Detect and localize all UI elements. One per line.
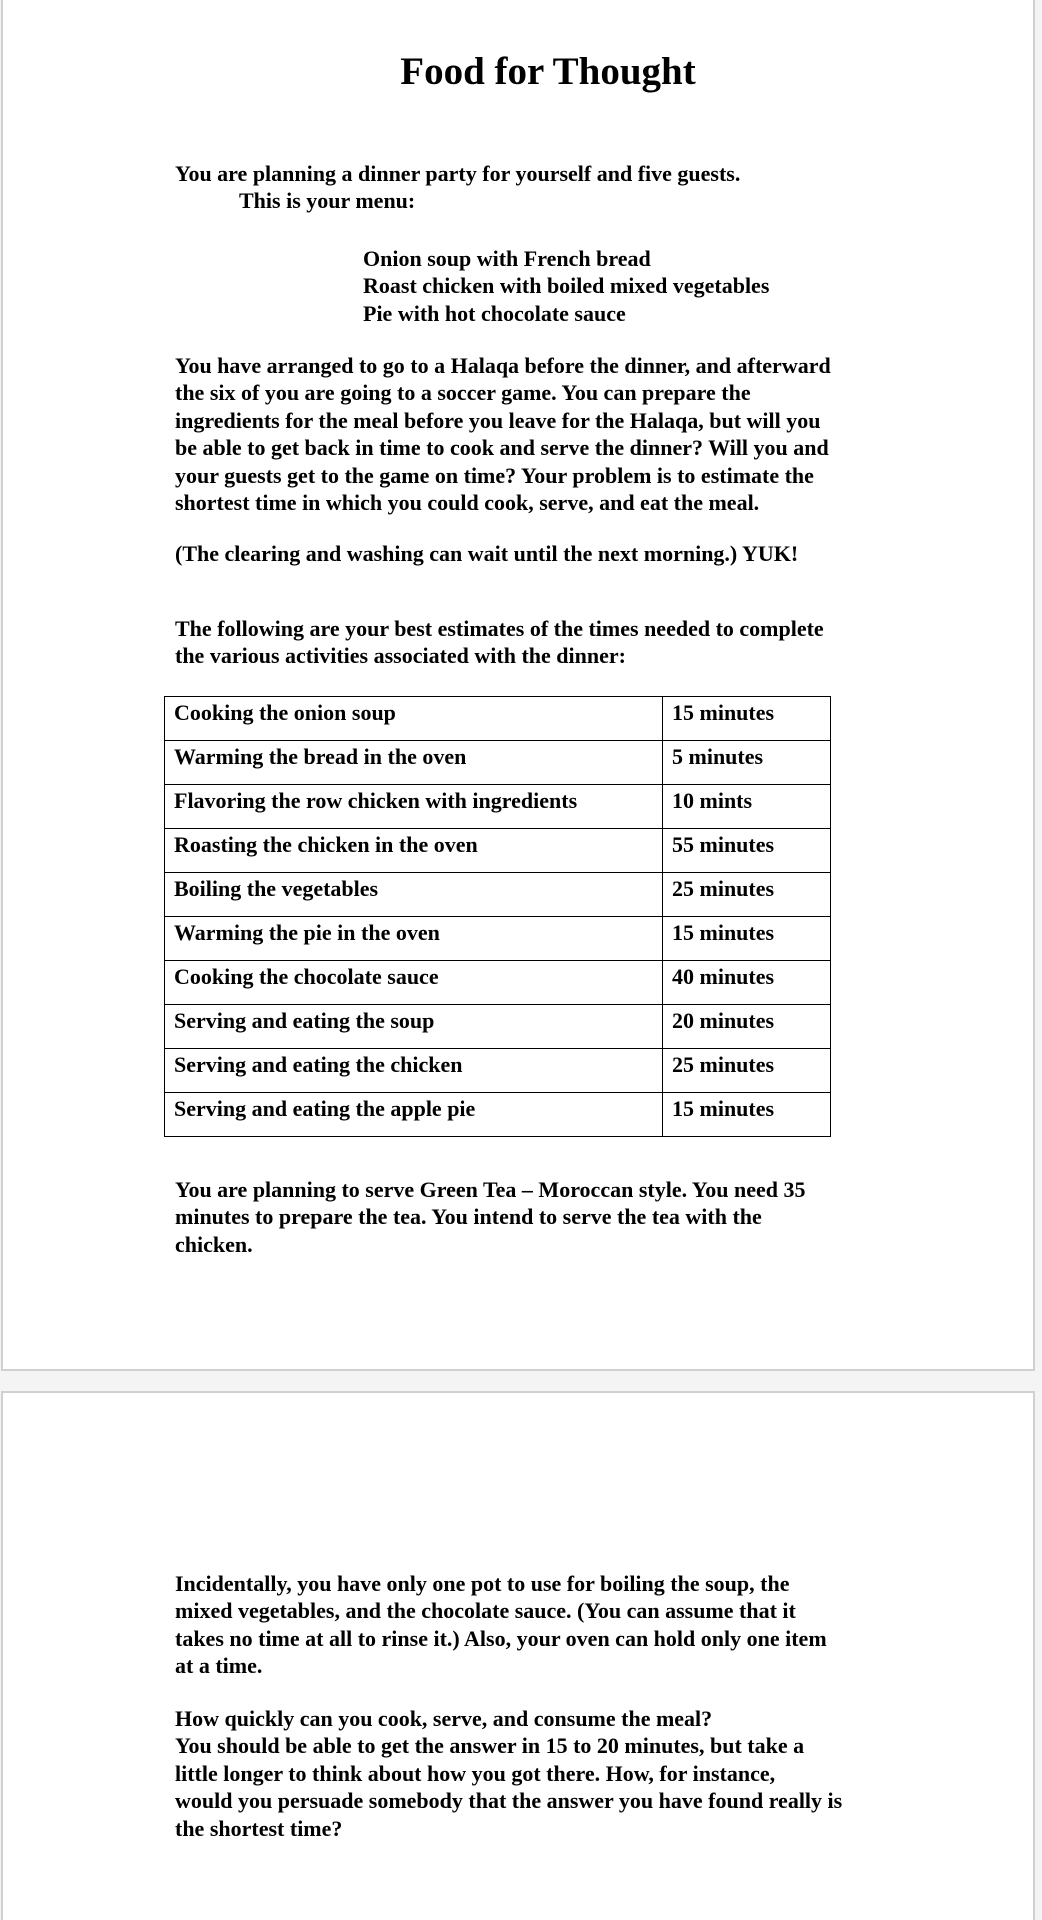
activity-cell: Serving and eating the apple pie	[165, 1093, 663, 1137]
activity-times-table	[164, 696, 831, 1137]
menu-item: Pie with hot chocolate sauce	[363, 300, 626, 326]
intro-line: This is your menu:	[239, 188, 416, 214]
activity-cell: Warming the pie in the oven	[165, 917, 663, 961]
paragraph-line: the various activities associated with the dinner:	[175, 643, 626, 669]
paragraph-line: would you persuade somebody that the answer you have found really is	[175, 1788, 843, 1814]
paragraph-line: The following are your best estimates of the times needed to complete	[175, 616, 824, 641]
paragraph-line: How quickly can you cook, serve, and consume the meal?	[175, 1706, 713, 1731]
paragraph-line: takes no time at all to rinse it.) Also, your oven can hold only one item	[175, 1625, 827, 1651]
time-cell: 55 minutes	[663, 829, 831, 873]
time-cell: 15 minutes	[663, 1093, 831, 1137]
table-row	[165, 829, 831, 873]
paragraph-line: your guests get to the game on time? Your problem is to estimate the	[175, 462, 814, 488]
menu-list	[363, 245, 769, 327]
time-cell: 20 minutes	[663, 1005, 831, 1049]
activity-cell: Serving and eating the soup	[165, 1005, 663, 1049]
table-row	[165, 785, 831, 829]
activity-cell: Flavoring the row chicken with ingredients	[165, 785, 663, 829]
activity-cell: Cooking the chocolate sauce	[165, 961, 663, 1005]
paragraph-line: chicken.	[175, 1231, 253, 1257]
activity-cell: Roasting the chicken in the oven	[165, 829, 663, 873]
paragraph-line: shortest time in which you could cook, serve, and eat the meal.	[175, 490, 760, 516]
table-row	[165, 1005, 831, 1049]
intro-paragraph	[175, 160, 740, 215]
table-row	[165, 1093, 831, 1137]
activity-cell: Boiling the vegetables	[165, 873, 663, 917]
time-cell: 5 minutes	[663, 741, 831, 785]
paragraph-line: You should be able to get the answer in 15 to 20 minutes, but take a	[175, 1733, 805, 1759]
pot-oven-paragraph	[175, 1570, 827, 1680]
activity-cell: Cooking the onion soup	[165, 697, 663, 741]
time-cell: 15 minutes	[663, 917, 831, 961]
document-page-2	[1, 1391, 1035, 1920]
table-row	[165, 917, 831, 961]
activity-cell: Serving and eating the chicken	[165, 1049, 663, 1093]
time-cell: 15 minutes	[663, 697, 831, 741]
activity-cell: Warming the bread in the oven	[165, 741, 663, 785]
paragraph-line: You have arranged to go to a Halaqa before the dinner, and afterward	[175, 353, 831, 378]
time-cell: 25 minutes	[663, 873, 831, 917]
tea-paragraph	[175, 1176, 805, 1258]
paragraph-line: the six of you are going to a soccer game. You can prepare the	[175, 380, 751, 406]
document-page-1	[1, 0, 1035, 1371]
paragraph-line: be able to get back in time to cook and serve the dinner? Will you and	[175, 435, 829, 461]
paragraph-line: at a time.	[175, 1653, 263, 1679]
menu-item: Onion soup with French bread	[363, 246, 651, 271]
paragraph-line: Incidentally, you have only one pot to use for boiling the soup, the	[175, 1571, 790, 1596]
arrangement-paragraph	[175, 352, 831, 516]
time-cell: 10 mints	[663, 785, 831, 829]
paragraph-line: ingredients for the meal before you leave for the Halaqa, but will you	[175, 407, 821, 433]
paragraph-line: minutes to prepare the tea. You intend to serve the tea with the	[175, 1204, 762, 1230]
table-row	[165, 1049, 831, 1093]
paragraph-line: (The clearing and washing can wait until the next morning.) YUK!	[175, 541, 799, 566]
table-row	[165, 697, 831, 741]
estimates-intro	[175, 615, 824, 670]
time-cell: 40 minutes	[663, 961, 831, 1005]
table-row	[165, 741, 831, 785]
page-title: Food for Thought	[400, 50, 696, 93]
table-row	[165, 873, 831, 917]
paragraph-line: mixed vegetables, and the chocolate sauce. (You can assume that it	[175, 1598, 796, 1624]
menu-item: Roast chicken with boiled mixed vegetables	[363, 273, 770, 299]
clearing-note	[175, 540, 798, 567]
question-paragraph	[175, 1705, 842, 1842]
intro-line: You are planning a dinner party for yourself and five guests.	[175, 161, 741, 186]
paragraph-line: You are planning to serve Green Tea – Moroccan style. You need 35	[175, 1177, 806, 1202]
time-cell: 25 minutes	[663, 1049, 831, 1093]
paragraph-line: little longer to think about how you got there. How, for instance,	[175, 1760, 776, 1786]
table-row	[165, 961, 831, 1005]
paragraph-line: the shortest time?	[175, 1815, 343, 1841]
